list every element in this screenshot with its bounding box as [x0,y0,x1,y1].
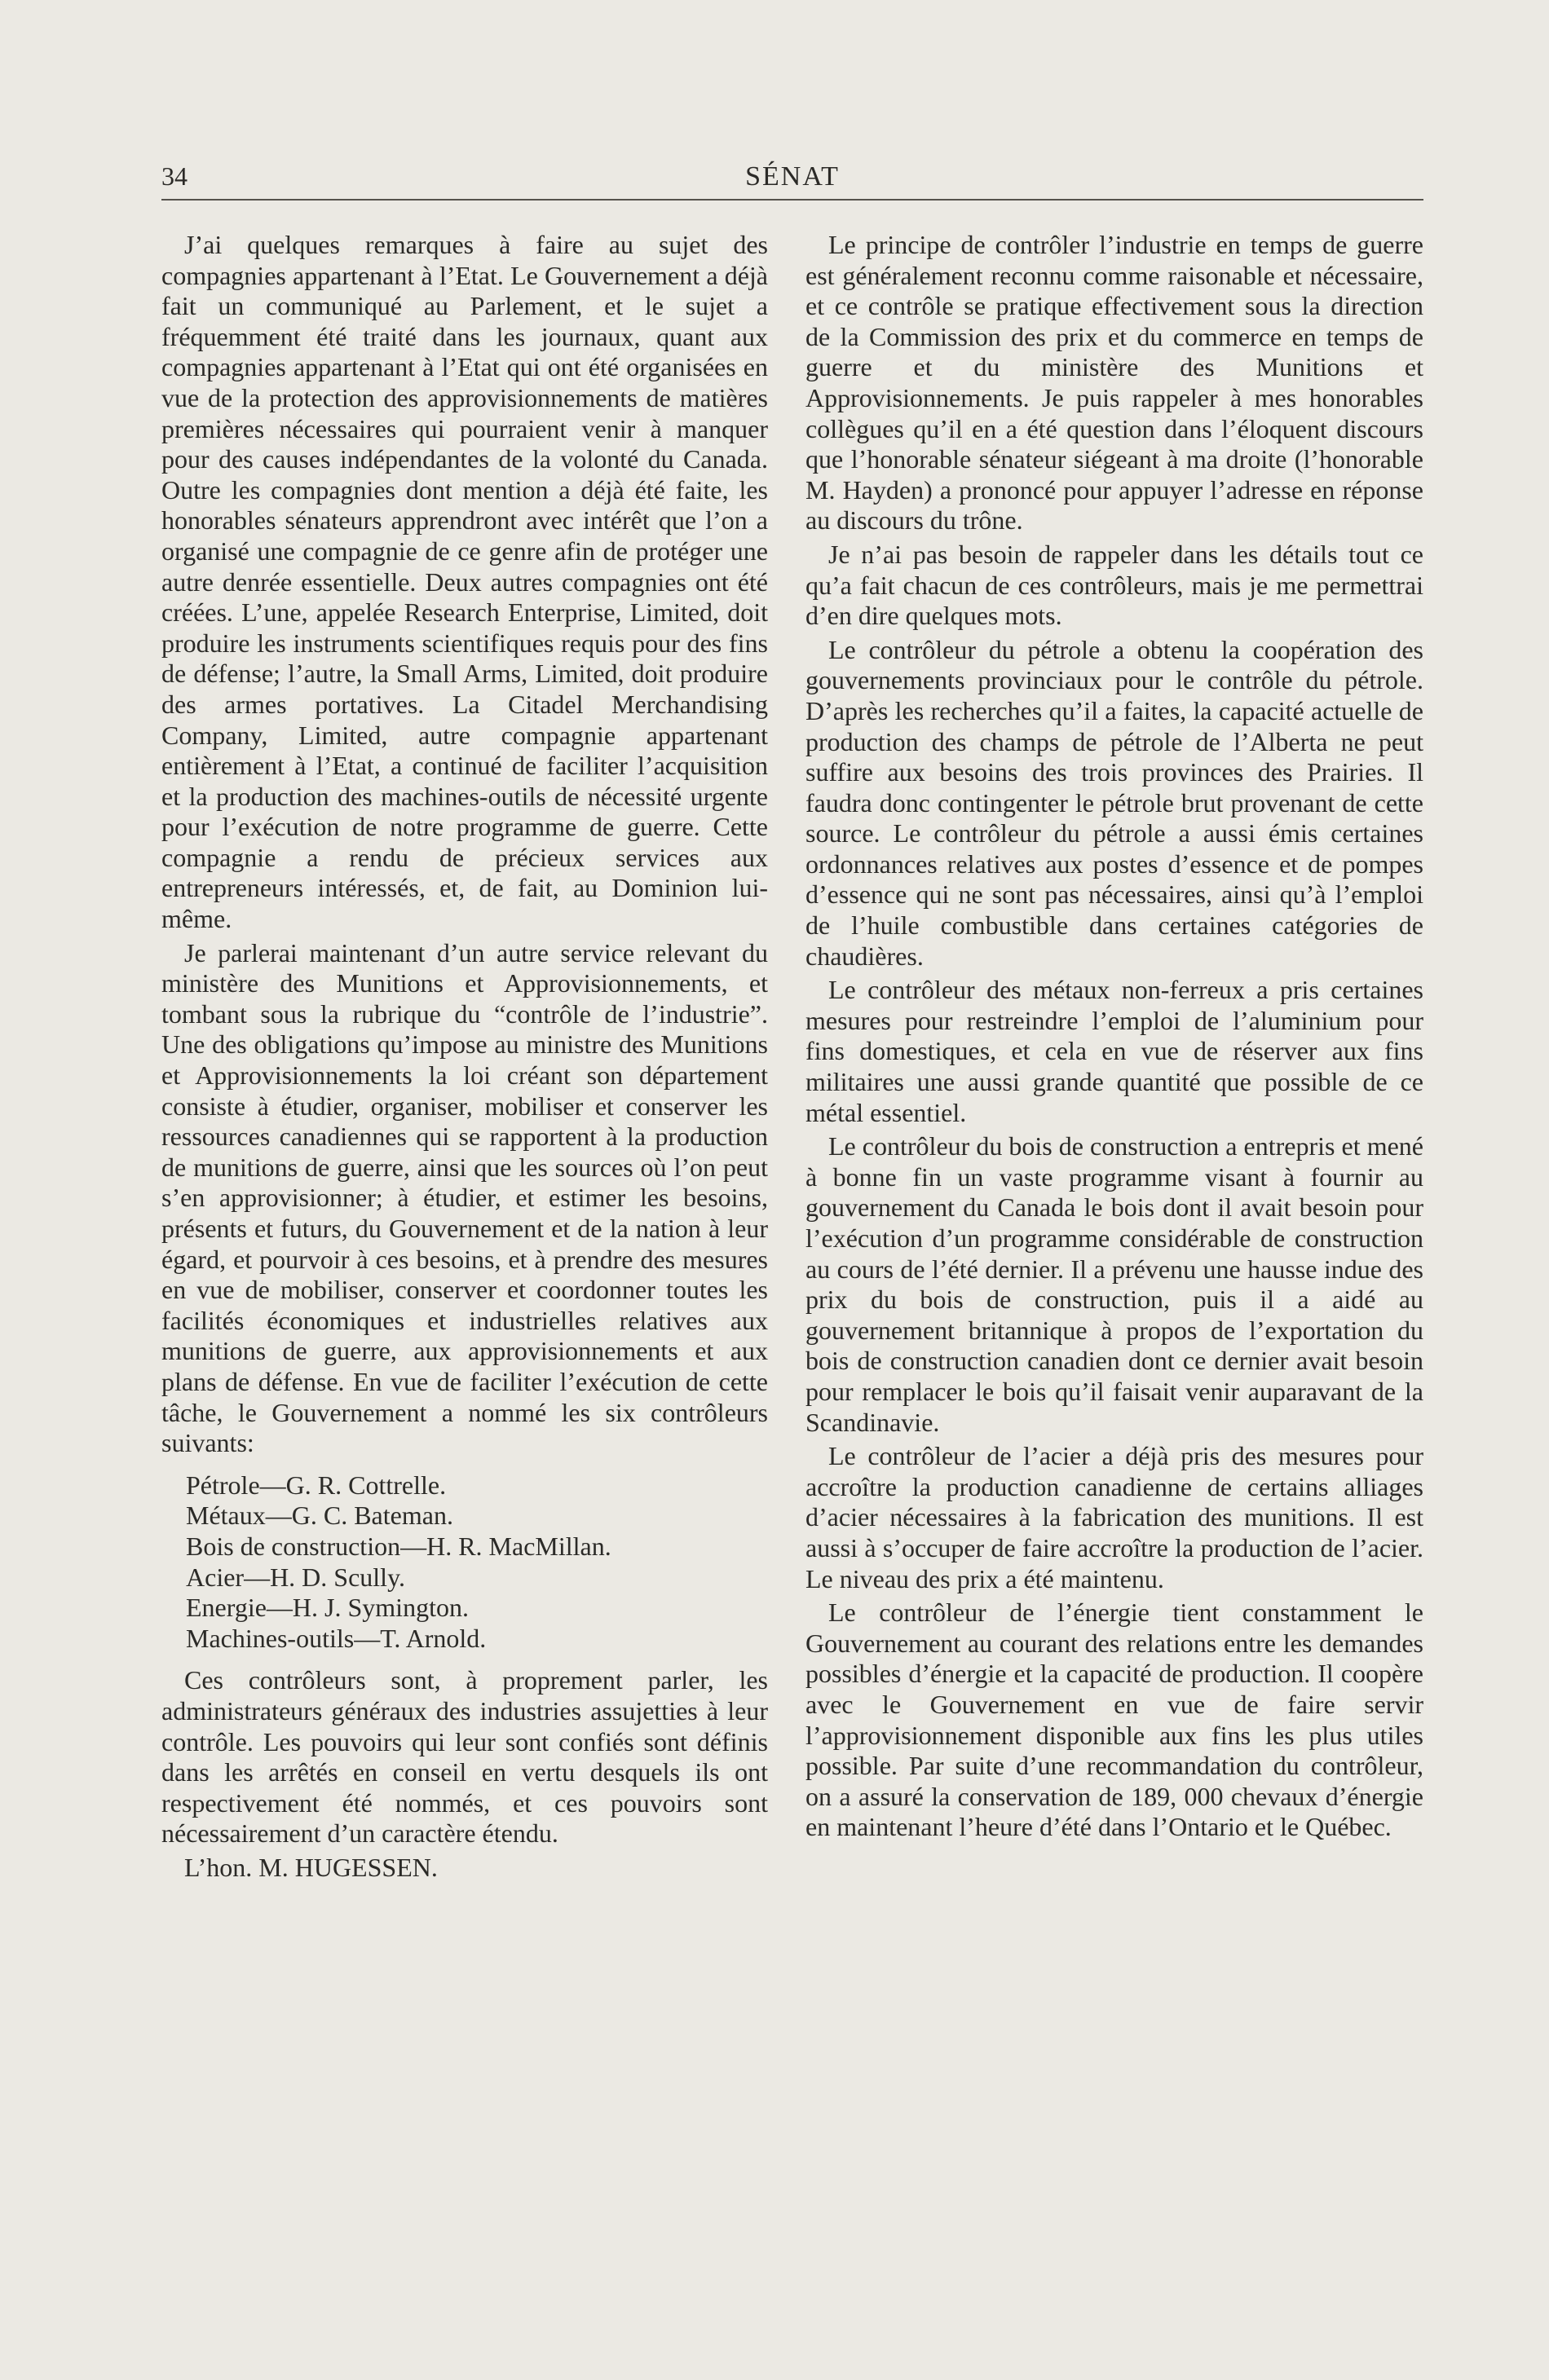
controller-item: Acier—H. D. Scully. [186,1562,405,1592]
running-title: SÉNAT [745,161,840,192]
controller-item: Machines-outils—T. Arnold. [186,1623,487,1653]
paragraph: Le contrôleur de l’acier a déjà pris des mesures pour accroître la production canadienne de certains alliages d’acier nécessaires à la fabrication des munitions. Il est aussi à s’occuper de faire accroître la production de l’acier. Le niveau des prix a été maintenu. [805,1441,1423,1593]
controllers-list [186,1470,768,1655]
right-column [805,230,1423,1846]
controller-item: Métaux—G. C. Bateman. [186,1501,453,1531]
paragraph: J’ai quelques remarques à faire au sujet des compagnies appartenant à l’Etat. Le Gouvernement a déjà fait un communiqué au Parlement, et le sujet a fréquemment été traité dans les journaux, quant aux compagnies appartenant à l’Etat qui ont été organisées en vue de la protection des approvisionnements de matières premières nécessaires qui pourraient venir à manquer pour des causes indépendantes de la volonté du Canada. Outre les compagnies dont mention a déjà été faite, les honorables sénateurs apprendront avec intérêt que l’on a organisé une compagnie de ce genre afin de protéger une autre denrée essentielle. Deux autres compagnies ont été créées. L’une, appelée Research Enterprise, Limited, doit produire les instruments scientifiques requis pour des fins de défense; l’autre, la Small Arms, Limited, doit produire des armes portatives. La Citadel Merchandising Company, Limited, autre compagnie appartenant entièrement à l’Etat, a continué de faciliter l’acquisition et la production des machines-outils de nécessité urgente pour l’exécution de notre programme de guerre. Cette compagnie a rendu de précieux services aux entrepreneurs intéressés, et, de fait, au Dominion lui-même. [161,230,768,934]
paragraph: Le contrôleur des métaux non-ferreux a pris certaines mesures pour restreindre l’emploi de l’aluminium pour fins domestiques, et cela en vue de réserver aux fins militaires une aussi grande quantité que possible de ce métal essentiel. [805,975,1423,1127]
paragraph: Le contrôleur du pétrole a obtenu la coopération des gouvernements provinciaux pour le contrôle du pétrole. D’après les recherches qu’il a faites, la capacité actuelle de production des champs de pétrole de l’Alberta ne peut suffire aux besoins des trois provinces des Prairies. Il faudra donc contingenter le pétrole brut provenant de cette source. Le contrôleur du pétrole a aussi émis certaines ordonnances relatives aux postes d’essence et de pompes d’essence qui ne sont pas nécessaires, ainsi qu’à l’emploi de l’huile combustible dans certaines catégories de chaudières. [805,634,1423,971]
left-column [161,230,768,1886]
controller-item: Pétrole—G. R. Cottrelle. [186,1470,447,1500]
page-number: 34 [161,161,188,191]
paragraph: Le contrôleur de l’énergie tient constamment le Gouvernement au courant des relations entre les demandes possibles d’énergie et la capacité de production. Il coopère avec le Gouvernement en vue de faire servir l’approvisionnement disponible aux fins les plus utiles possible. Par suite d’une recommandation du contrôleur, on a assuré la conservation de 189, 000 chevaux d’énergie en maintenant l’heure d’été dans l’Ontario et le Québec. [805,1598,1423,1842]
paragraph: Je parlerai maintenant d’un autre service relevant du ministère des Munitions et Approvisionnements, et tombant sous la rubrique du “contrôle de l’industrie”. Une des obligations qu’impose au ministre des Munitions et Approvisionnements la loi créant son département consiste à étudier, organiser, mobiliser et conserver les ressources canadiennes qui se rapportent à la production de munitions de guerre, ainsi que les sources où l’on peut s’en approvisionner; à étudier, et estimer les besoins, présents et futurs, du Gouvernement et de la nation à leur égard, et pourvoir à ces besoins, et à prendre des mesures en vue de mobiliser, conserver et coordonner toutes les facilités économiques et industrielles relatives aux munitions de guerre, aux approvisionnements et aux plans de défense. En vue de faciliter l’exécution de cette tâche, le Gouvernement a nommé les six contrôleurs suivants: [161,937,768,1458]
paragraph: Je n’ai pas besoin de rappeler dans les détails tout ce qu’a fait chacun de ces contrôleurs, mais je me permettrai d’en dire quelques mots. [805,539,1423,631]
paragraph: Ces contrôleurs sont, à proprement parler, les administrateurs généraux des industries assujetties à leur contrôle. Les pouvoirs qui leur sont confiés sont définis dans les arrêtés en conseil en vertu desquels ils ont respectivement été nommés, et ces pouvoirs sont nécessairement d’un caractère étendu. [161,1665,768,1849]
controller-item: Bois de construction—H. R. MacMillan. [186,1531,611,1561]
paragraph: Le principe de contrôler l’industrie en temps de guerre est généralement reconnu comme raisonable et nécessaire, et ce contrôle se pratique effectivement sous la direction de la Commission des prix et du commerce en temps de guerre et du ministère des Munitions et Approvisionnements. Je puis rappeler à mes honorables collègues qu’il en a été question dans l’éloquent discours que l’honorable sénateur siégeant à ma droite (l’honorable M. Hayden) a prononcé pour appuyer l’adresse en réponse au discours du trône. [805,230,1423,536]
page-header [161,160,1423,201]
paragraph: Le contrôleur du bois de construction a entrepris et mené à bonne fin un vaste programme visant à fournir au gouvernement du Canada le bois dont il avait besoin pour l’exécution d’un programme considérable de construction au cours de l’été dernier. Il a prévenu une hausse indue des prix du bois de construction, puis il a aidé au gouvernement britannique à propos de l’exportation du bois de construction canadien dont ce dernier avait besoin pour remplacer le bois qu’il faisait venir auparavant de la Scandinavie. [805,1131,1423,1437]
controller-item: Energie—H. J. Symington. [186,1593,469,1623]
speaker-signature: L’hon. M. HUGESSEN. [184,1852,438,1882]
